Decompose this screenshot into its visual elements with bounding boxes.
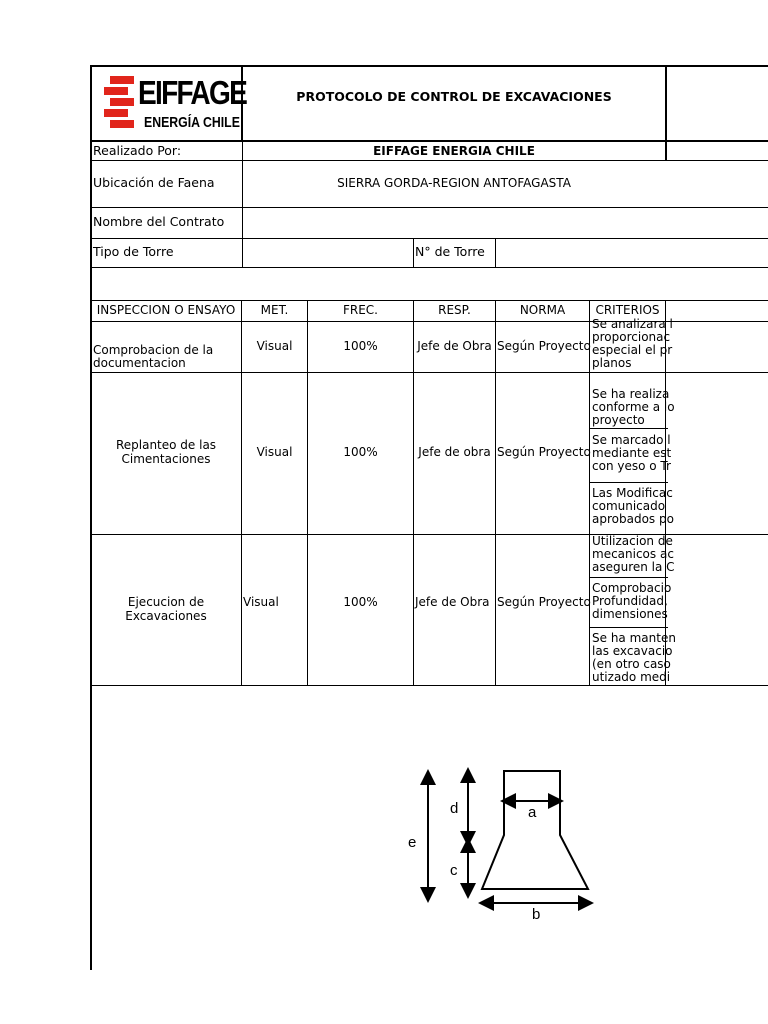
criterio-line: planos: [592, 356, 632, 370]
criterio-line: Se analizara l: [592, 317, 673, 331]
criteria-sub-line-2: [589, 482, 668, 483]
row1-criterio-1: [592, 317, 673, 372]
info-label-divider: [242, 141, 243, 268]
contrato-label: Nombre del Contrato: [93, 214, 225, 229]
row2-met: Visual: [256, 445, 293, 459]
company-logo: [104, 74, 247, 134]
criterio-line: (en otro caso: [592, 657, 671, 671]
row1-norma: Según Proyecto: [497, 339, 591, 353]
tipo-torre-label: Tipo de Torre: [93, 244, 174, 259]
left-border: [90, 65, 92, 970]
criteria-sub-line-4: [589, 627, 668, 628]
col-divider-1: [241, 300, 242, 685]
row3-inspeccion-line1: Ejecucion de: [127, 595, 205, 609]
criteria-sub-line-1: [589, 428, 668, 429]
row3-met: Visual: [243, 595, 279, 609]
criterio-line: Utilizacion de: [592, 534, 673, 548]
criterio-line: Se ha manten: [592, 631, 676, 645]
logo-brand-text: EIFFAGE: [138, 74, 247, 111]
criterio-line: aprobados po: [592, 512, 674, 526]
col-divider-5: [589, 300, 590, 685]
criterio-line: conforme a lo: [592, 400, 675, 414]
col-divider-3: [413, 300, 414, 685]
page-title: PROTOCOLO DE CONTROL DE EXCAVACIONES: [296, 89, 612, 104]
row3-criterio-1: [592, 534, 675, 577]
criterio-line: dimensiones: [592, 607, 668, 621]
criterio-line: especial el pr: [592, 343, 673, 357]
criterio-line: comunicado: [592, 499, 666, 513]
criterio-line: mecanicos ac: [592, 547, 674, 561]
label-b: b: [532, 906, 541, 923]
row1-inspeccion-line1: Comprobacion de la: [93, 343, 214, 357]
criterio-line: Las Modificac: [592, 486, 673, 500]
col-header-frec: FREC.: [342, 303, 378, 317]
criterio-line: las excavacio: [592, 644, 673, 658]
criterio-line: mediante est: [592, 446, 672, 460]
col-divider-4: [495, 300, 496, 685]
info-line-2: [90, 207, 768, 208]
row2-inspeccion-line2: Cimentaciones: [121, 452, 211, 466]
row3-resp: Jefe de Obra: [415, 595, 490, 609]
criterio-line: proyecto: [592, 413, 645, 427]
row2-inspeccion-line1: Replanteo de las: [115, 438, 217, 452]
num-torre-label: N° de Torre: [415, 244, 485, 259]
criteria-sub-line-3: [589, 577, 668, 578]
row2-criterio-3: [592, 486, 674, 533]
row1-inspeccion-line2: documentacion: [93, 356, 186, 370]
table-row3-line: [90, 685, 768, 686]
info-torre-divider-2: [495, 238, 496, 268]
row3-frec: 100%: [343, 595, 378, 609]
criterio-line: proporcionac: [592, 330, 671, 344]
info-line-3: [90, 238, 768, 239]
excavation-outline: [482, 771, 588, 889]
info-line-1: [90, 160, 768, 161]
ubicacion-label: Ubicación de Faena: [93, 175, 215, 190]
realizado-value: EIFFAGE ENERGIA CHILE: [373, 144, 535, 158]
row3-criterio-3: [592, 631, 676, 685]
header-right-border: [665, 65, 667, 161]
row1-met: Visual: [256, 339, 293, 353]
col-header-resp: RESP.: [438, 303, 471, 317]
col-header-norma: NORMA: [519, 303, 566, 317]
col-header-criterios: CRITERIOS: [595, 303, 660, 317]
label-d: d: [450, 800, 459, 817]
criterio-line: Se marcado l: [592, 433, 671, 447]
row2-norma: Según Proyecto: [497, 445, 591, 459]
row2-criterio-2: [592, 433, 672, 482]
logo-mark-icon: [104, 74, 134, 132]
criterio-line: Se ha realiza: [592, 387, 670, 401]
col-header-met: MET.: [260, 303, 289, 317]
row1-resp: Jefe de Obra: [417, 339, 492, 353]
realizado-label: Realizado Por:: [93, 143, 182, 158]
label-c: c: [450, 862, 458, 879]
row3-criterio-2: [592, 581, 672, 627]
info-torre-divider-1: [413, 238, 414, 268]
row1-frec: 100%: [343, 339, 378, 353]
row3-inspeccion-line2: Excavaciones: [125, 609, 207, 623]
label-a: a: [528, 804, 537, 821]
row2-resp: Jefe de obra: [418, 445, 491, 459]
info-line-4: [90, 267, 768, 268]
criterio-line: utizado medi: [592, 670, 671, 684]
logo-sub-text: ENERGÍA CHILE: [144, 114, 240, 131]
excavation-diagram: [400, 765, 600, 925]
ubicacion-value: SIERRA GORDA-REGION ANTOFAGASTA: [337, 176, 571, 190]
criterio-line: aseguren la C: [592, 560, 675, 574]
row2-frec: 100%: [343, 445, 378, 459]
row3-norma: Según Proyecto: [497, 595, 591, 609]
criterio-line: Profundidad,: [592, 594, 668, 608]
col-divider-2: [307, 300, 308, 685]
table-top-line: [90, 300, 768, 301]
criterio-line: Comprobacio: [592, 581, 672, 595]
criterio-line: con yeso o Tr: [592, 459, 671, 473]
table-row1-line: [90, 372, 768, 373]
row2-criterio-1: [592, 387, 675, 428]
label-e: e: [408, 834, 417, 851]
col-header-inspeccion: INSPECCION O ENSAYO: [96, 303, 236, 317]
